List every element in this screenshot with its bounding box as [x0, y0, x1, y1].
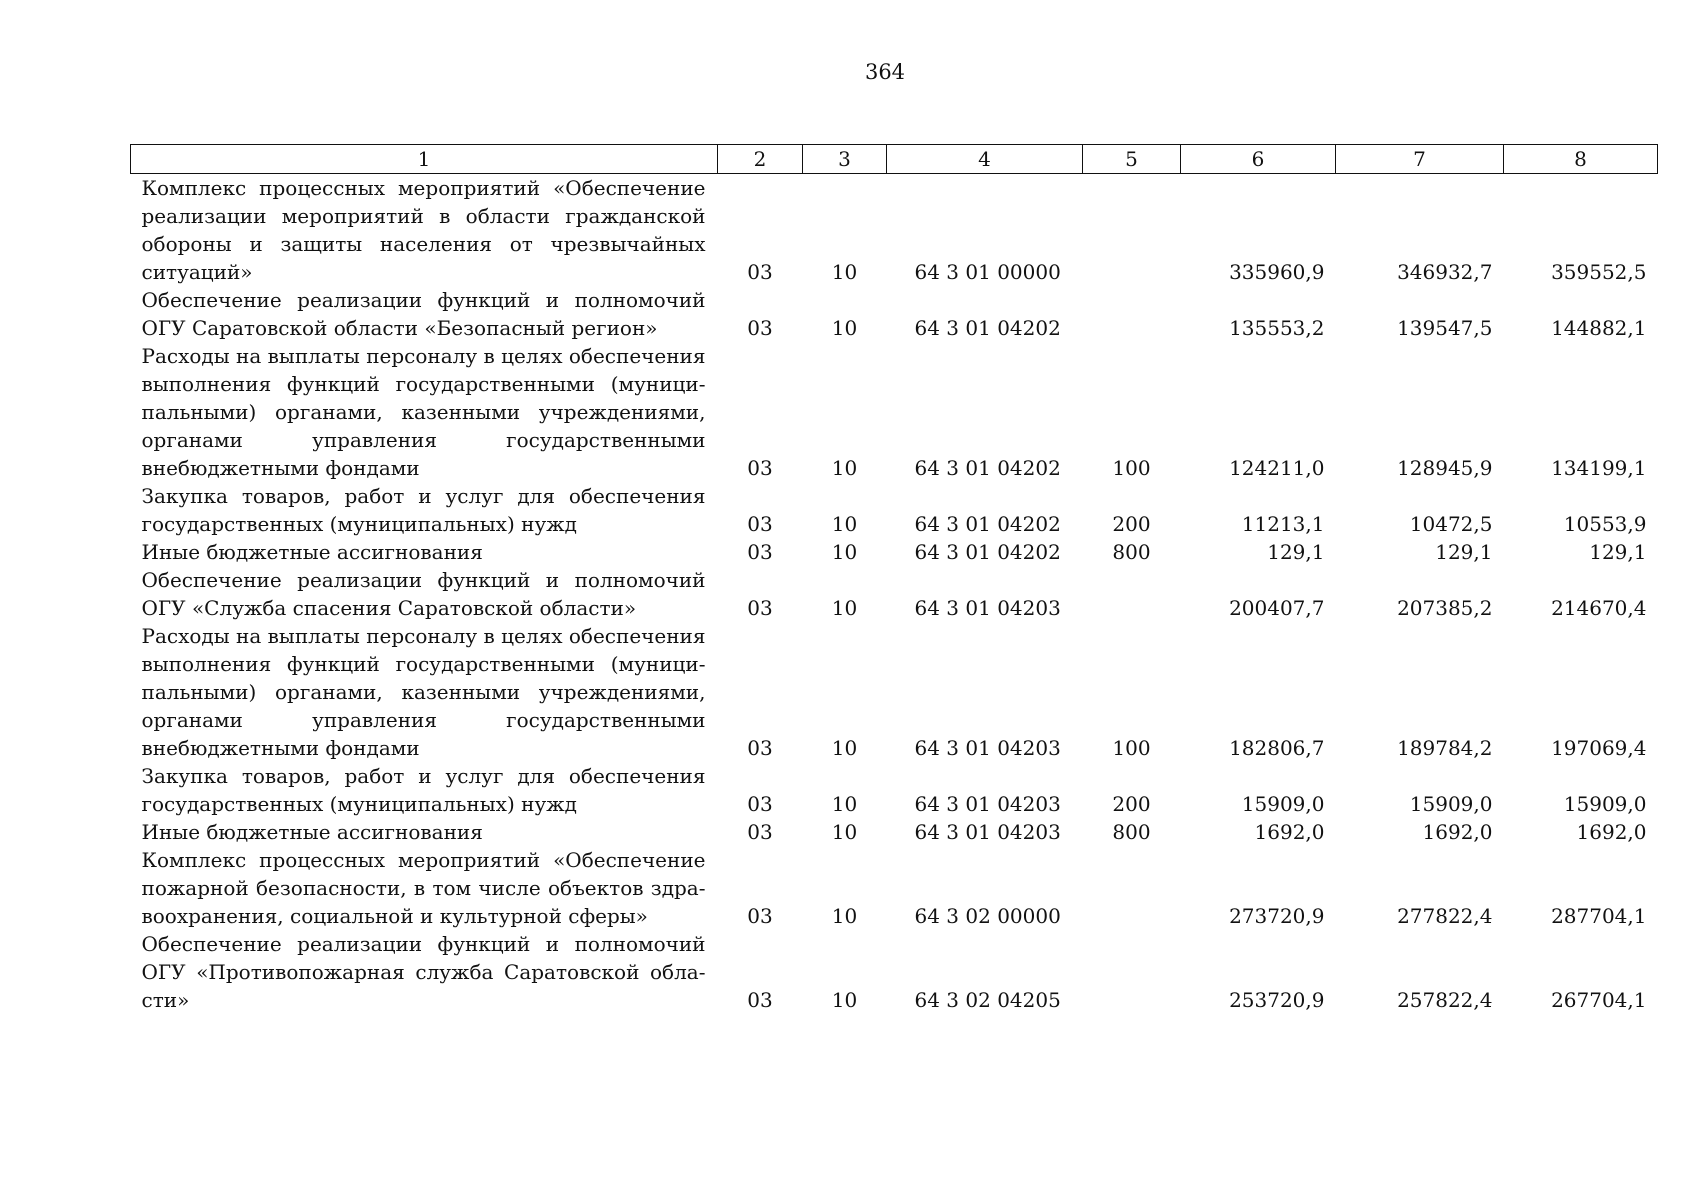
target-item-code: 64 3 01 04203	[914, 820, 1061, 844]
amount-col7: 139547,5	[1397, 316, 1493, 340]
section-code: 03	[747, 316, 773, 340]
subsection-code: 10	[831, 988, 858, 1012]
item-name: Обеспечение реализации функций и полномочий ОГУ «Противопожарная служба Саратовской области»	[141, 932, 706, 1012]
amount-col7: 189784,2	[1397, 736, 1493, 760]
target-item-code: 64 3 01 04202	[914, 456, 1061, 480]
expense-type-code	[1083, 174, 1181, 287]
subsection-code: 10	[831, 736, 858, 760]
amount-col8: 359552,5	[1551, 260, 1647, 284]
item-name: Закупка товаров, работ и услуг для обеспечения государственных (муниципальных) нужд	[141, 484, 706, 536]
target-item-code: 64 3 01 04203	[914, 736, 1061, 760]
target-item-code: 64 3 01 04203	[914, 596, 1061, 620]
amount-col7: 257822,4	[1397, 988, 1493, 1012]
target-item-code: 64 3 01 04202	[914, 316, 1061, 340]
amount-col6: 182806,7	[1229, 736, 1325, 760]
amount-col6: 335960,9	[1229, 260, 1325, 284]
amount-col8: 287704,1	[1551, 904, 1647, 928]
column-header-4: 4	[887, 145, 1083, 174]
section-code: 03	[747, 512, 773, 536]
amount-col8: 214670,4	[1551, 596, 1647, 620]
section-code: 03	[747, 736, 773, 760]
section-code: 03	[747, 260, 773, 284]
amount-col6: 15909,0	[1241, 792, 1325, 816]
table-row	[131, 762, 1658, 818]
table-row	[131, 286, 1658, 342]
table-row	[131, 818, 1658, 846]
target-item-code: 64 3 02 00000	[914, 904, 1061, 928]
amount-col7: 1692,0	[1422, 820, 1493, 844]
amount-col8: 10553,9	[1563, 512, 1647, 536]
amount-col8: 1692,0	[1576, 820, 1647, 844]
target-item-code: 64 3 01 04202	[914, 512, 1061, 536]
column-header-6: 6	[1181, 145, 1336, 174]
amount-col7: 15909,0	[1409, 792, 1493, 816]
amount-col6: 1692,0	[1254, 820, 1325, 844]
column-header-3: 3	[803, 145, 887, 174]
amount-col6: 253720,9	[1229, 988, 1325, 1012]
item-name: Комплекс процессных мероприятий «Обеспечение пожарной безопасности, в том числе объектов здравоохранения, социальной и культурной сферы»	[141, 848, 706, 928]
section-code: 03	[747, 596, 773, 620]
section-code: 03	[747, 904, 773, 928]
amount-col8: 144882,1	[1551, 316, 1647, 340]
table-row	[131, 174, 1658, 287]
amount-col7: 346932,7	[1397, 260, 1493, 284]
expense-type-code	[1083, 286, 1181, 342]
amount-col8: 129,1	[1589, 540, 1647, 564]
expense-type-code: 100	[1112, 456, 1151, 480]
section-code: 03	[747, 540, 773, 564]
subsection-code: 10	[831, 512, 858, 536]
amount-col6: 124211,0	[1229, 456, 1325, 480]
table-row	[131, 482, 1658, 538]
amount-col6: 200407,7	[1229, 596, 1325, 620]
target-item-code: 64 3 01 04203	[914, 792, 1061, 816]
target-item-code: 64 3 01 04202	[914, 540, 1061, 564]
expense-type-code: 200	[1112, 792, 1151, 816]
target-item-code: 64 3 01 00000	[914, 260, 1061, 284]
item-name: Расходы на выплаты персоналу в целях обеспечения выполнения функций государственными (муниципальными) органами, казенными учреждениями, органами управления государственными внебюджетными фондами	[141, 624, 706, 760]
section-code: 03	[747, 820, 773, 844]
subsection-code: 10	[831, 456, 858, 480]
section-code: 03	[747, 456, 773, 480]
subsection-code: 10	[831, 904, 858, 928]
column-header-7: 7	[1336, 145, 1504, 174]
expense-type-code	[1083, 930, 1181, 1014]
amount-col7: 129,1	[1435, 540, 1493, 564]
subsection-code: 10	[831, 540, 858, 564]
expense-type-code: 200	[1112, 512, 1151, 536]
page-number: 364	[864, 60, 906, 84]
target-item-code: 64 3 02 04205	[914, 988, 1061, 1012]
subsection-code: 10	[831, 260, 858, 284]
amount-col8: 197069,4	[1551, 736, 1647, 760]
item-name: Обеспечение реализации функций и полномочий ОГУ «Служба спасения Саратовской области»	[141, 568, 706, 620]
expense-type-code: 100	[1112, 736, 1151, 760]
column-header-8: 8	[1504, 145, 1658, 174]
item-name: Обеспечение реализации функций и полномочий ОГУ Саратовской области «Безопасный регион»	[141, 288, 706, 340]
item-name: Иные бюджетные ассигнования	[141, 820, 483, 844]
expense-type-code	[1083, 846, 1181, 930]
item-name: Расходы на выплаты персоналу в целях обеспечения выполнения функций государственными (муниципальными) органами, казенными учреждениями, органами управления государственными внебюджетными фондами	[141, 344, 706, 480]
expense-type-code: 800	[1112, 540, 1151, 564]
table-row	[131, 846, 1658, 930]
subsection-code: 10	[831, 316, 858, 340]
amount-col6: 273720,9	[1229, 904, 1325, 928]
amount-col7: 277822,4	[1397, 904, 1493, 928]
table-row	[131, 342, 1658, 482]
column-header-1: 1	[131, 145, 718, 174]
amount-col6: 135553,2	[1229, 316, 1325, 340]
expense-type-code: 800	[1112, 820, 1151, 844]
amount-col6: 129,1	[1267, 540, 1325, 564]
table-row	[131, 538, 1658, 566]
table-row	[131, 566, 1658, 622]
subsection-code: 10	[831, 596, 858, 620]
table-header-row	[131, 145, 1658, 174]
item-name: Комплекс процессных мероприятий «Обеспечение реализации мероприятий в области гражданской обороны и защиты населения от чрезвычайных ситуаций»	[141, 176, 706, 284]
budget-table	[130, 144, 1658, 1014]
amount-col6: 11213,1	[1241, 512, 1325, 536]
table-row	[131, 622, 1658, 762]
subsection-code: 10	[831, 792, 858, 816]
amount-col7: 10472,5	[1409, 512, 1493, 536]
amount-col7: 128945,9	[1397, 456, 1493, 480]
amount-col7: 207385,2	[1397, 596, 1493, 620]
column-header-5: 5	[1083, 145, 1181, 174]
item-name: Иные бюджетные ассигнования	[141, 540, 483, 564]
table-row	[131, 930, 1658, 1014]
amount-col8: 15909,0	[1563, 792, 1647, 816]
section-code: 03	[747, 988, 773, 1012]
section-code: 03	[747, 792, 773, 816]
column-header-2: 2	[718, 145, 803, 174]
amount-col8: 267704,1	[1551, 988, 1647, 1012]
item-name: Закупка товаров, работ и услуг для обеспечения государственных (муниципальных) нужд	[141, 764, 706, 816]
amount-col8: 134199,1	[1551, 456, 1647, 480]
expense-type-code	[1083, 566, 1181, 622]
subsection-code: 10	[831, 820, 858, 844]
